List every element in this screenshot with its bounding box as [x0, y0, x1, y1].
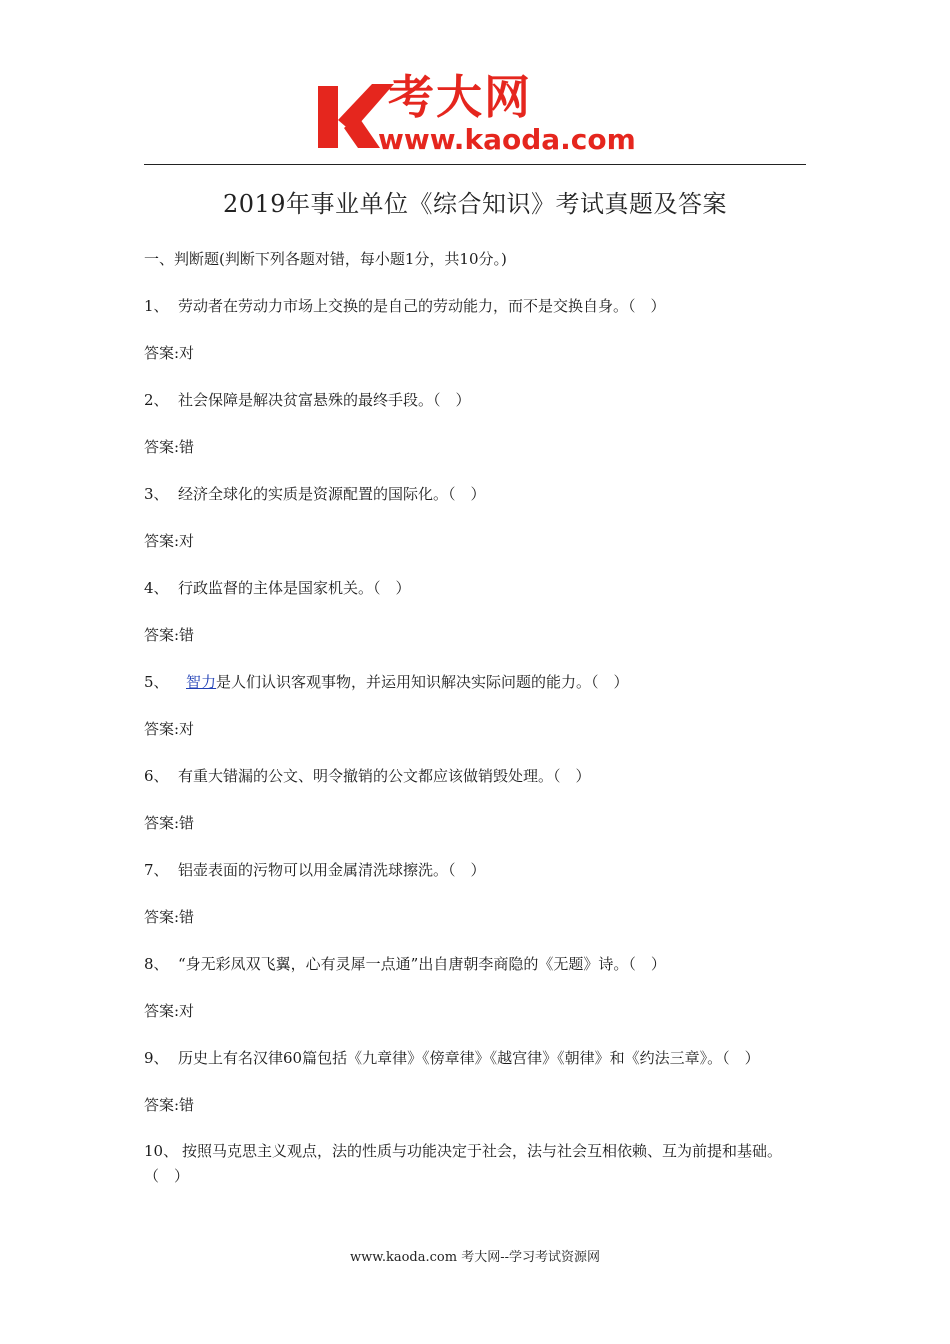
- question-3: [144, 481, 808, 507]
- question-text: 有重大错漏的公文、明令撤销的公文都应该做销毁处理。（ ）: [178, 767, 591, 785]
- document-title: 2019年事业单位《综合知识》考试真题及答案: [222, 190, 728, 218]
- answer-9: 答案:错: [144, 1096, 195, 1114]
- answer-3: 答案:对: [144, 532, 195, 550]
- question-8: [144, 951, 808, 977]
- question-number: 4、: [144, 579, 169, 597]
- question-number: 8、: [144, 955, 169, 973]
- page-footer: www.kaoda.com 考大网--学习考试资源网: [350, 1250, 600, 1265]
- answer-4: 答案:错: [144, 626, 195, 644]
- answer-2: 答案:错: [144, 438, 195, 456]
- site-logo[interactable]: [318, 70, 640, 160]
- question-5: [144, 669, 808, 695]
- question-number: 10、: [144, 1142, 179, 1160]
- question-text: 社会保障是解决贫富悬殊的最终手段。（ ）: [178, 391, 471, 409]
- question-number: 2、: [144, 391, 169, 409]
- question-text: “身无彩凤双飞翼，心有灵犀一点通”出自唐朝李商隐的《无题》诗。（ ）: [178, 955, 666, 973]
- question-9: [144, 1045, 808, 1071]
- question-number: 1、: [144, 297, 169, 315]
- zhili-link[interactable]: 智力: [186, 673, 217, 691]
- question-text: 是人们认识客观事物，并运用知识解决实际问题的能力。（ ）: [216, 673, 629, 691]
- question-7: [144, 857, 808, 883]
- answer-8: 答案:对: [144, 1002, 195, 1020]
- question-text: 经济全球化的实质是资源配置的国际化。（ ）: [178, 485, 486, 503]
- question-text: 按照马克思主义观点，法的性质与功能决定于社会，法与社会互相依赖、互为前提和基础。（ ）: [144, 1142, 783, 1185]
- question-number: 6、: [144, 767, 169, 785]
- question-2: [144, 387, 808, 413]
- question-4: [144, 575, 808, 601]
- question-number: 7、: [144, 861, 169, 879]
- question-text: 历史上有名汉律60篇包括《九章律》《傍章律》《越宫律》《朝律》和《约法三章》。（ ）: [178, 1049, 760, 1067]
- question-6: [144, 763, 808, 789]
- document-body: [144, 246, 808, 1189]
- header-divider: [144, 164, 806, 165]
- question-number: 3、: [144, 485, 169, 503]
- section-heading: 一、判断题(判断下列各题对错，每小题1分，共10分。): [144, 250, 507, 268]
- question-10: [144, 1139, 808, 1189]
- answer-1: 答案:对: [144, 344, 195, 362]
- logo-chinese-text: 考大网: [388, 70, 532, 124]
- answer-7: 答案:错: [144, 908, 195, 926]
- question-1: [144, 293, 808, 319]
- question-text: 铝壶表面的污物可以用金属清洗球擦洗。（ ）: [178, 861, 486, 879]
- logo-url-text: www.kaoda.com: [378, 123, 636, 156]
- question-number: 9、: [144, 1049, 169, 1067]
- answer-5: 答案:对: [144, 720, 195, 738]
- answer-6: 答案:错: [144, 814, 195, 832]
- question-text: 劳动者在劳动力市场上交换的是自己的劳动能力，而不是交换自身。（ ）: [178, 297, 666, 315]
- question-number: 5、: [144, 673, 169, 691]
- question-text: 行政监督的主体是国家机关。（ ）: [178, 579, 411, 597]
